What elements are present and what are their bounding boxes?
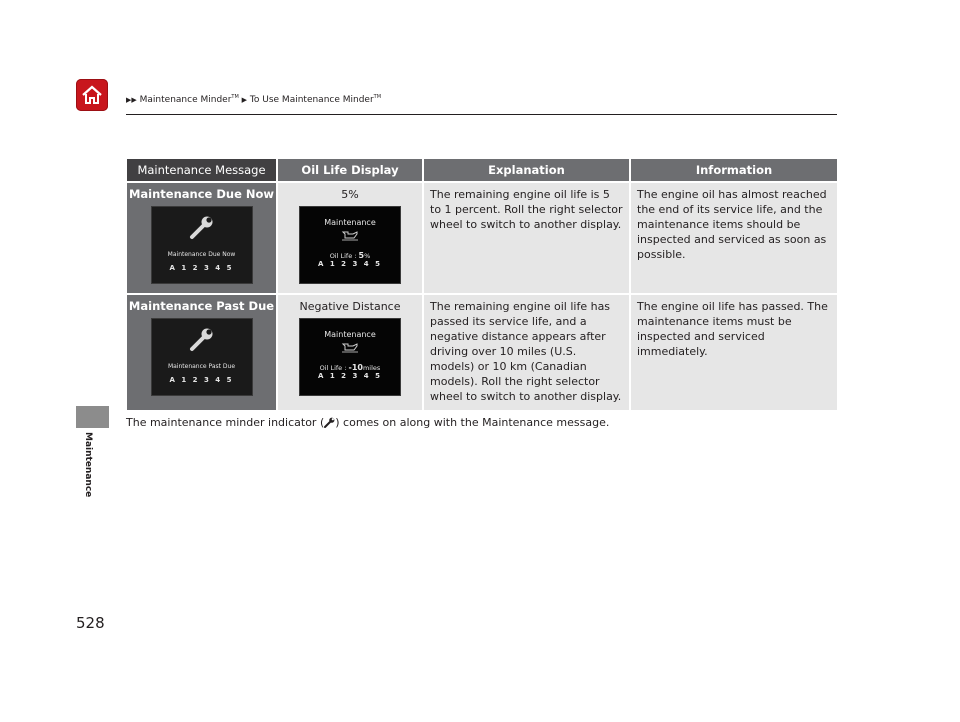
screen-title: Maintenance [324, 330, 376, 339]
table-row [127, 295, 837, 410]
oil-life-screen-image [299, 206, 401, 284]
maintenance-table [127, 157, 837, 412]
oil-can-icon [341, 229, 359, 241]
maintenance-code: A 1 2 3 4 5 [169, 264, 234, 272]
information-cell: The engine oil life has passed. The maintenance items must be inspected and serviced immediately. [629, 295, 837, 410]
home-icon[interactable] [76, 79, 108, 111]
maintenance-code: A 1 2 3 4 5 [318, 260, 382, 268]
column-header: Maintenance Message [127, 159, 276, 181]
table-row [127, 183, 837, 293]
header-rule [126, 114, 837, 115]
screen-label: Maintenance Due Now [167, 251, 236, 258]
page-number: 528 [76, 614, 105, 632]
explanation-cell: The remaining engine oil life has passed its service life, and a negative distance appears after driving over 10 miles (U.S. models) or 10 km (Canadian models). Roll the right selector wheel to switch to another display. [422, 295, 629, 410]
column-header: Explanation [422, 159, 629, 181]
column-header: Information [629, 159, 837, 181]
column-header: Oil Life Display [276, 159, 422, 181]
maintenance-code: A 1 2 3 4 5 [318, 372, 382, 380]
table-header-row [127, 159, 837, 181]
section-label: Maintenance [83, 432, 93, 498]
oil-can-icon [341, 341, 359, 353]
trademark: TM [231, 94, 239, 100]
display-text: 5% [341, 188, 359, 201]
information-cell: The engine oil has almost reached the end of its service life, and the maintenance items should be inspected and serviced as soon as possible. [629, 183, 837, 293]
oil-life-value: -10 [348, 363, 363, 372]
message-title: Maintenance Due Now [128, 187, 275, 201]
breadcrumb-arrow-icon: ▶ [241, 96, 248, 104]
maintenance-code: A 1 2 3 4 5 [169, 376, 234, 384]
oil-life-readout: Oil Life : -10miles [319, 363, 381, 372]
display-cell [276, 295, 422, 410]
oil-life-screen-image [299, 318, 401, 396]
footnote: The maintenance minder indicator ( ) comes on along with the Maintenance message. [126, 416, 610, 429]
screen-label: Maintenance Past Due [167, 363, 236, 370]
message-title: Maintenance Past Due [128, 299, 275, 313]
message-cell [127, 183, 276, 293]
message-cell [127, 295, 276, 410]
display-cell [276, 183, 422, 293]
explanation-cell: The remaining engine oil life is 5 to 1 percent. Roll the right selector wheel to switch to another display. [422, 183, 629, 293]
breadcrumb-item-maintenance-minder[interactable]: Maintenance Minder [139, 95, 232, 105]
breadcrumb-arrow-icon: ▶▶ [126, 96, 137, 104]
wrench-icon [188, 215, 216, 241]
oil-life-value: 5 [358, 251, 365, 260]
wrench-icon [324, 417, 335, 428]
display-text: Negative Distance [299, 300, 401, 313]
breadcrumb [126, 94, 381, 105]
breadcrumb-item-to-use[interactable]: To Use Maintenance Minder [249, 95, 374, 105]
trademark: TM [373, 94, 382, 100]
section-tab[interactable] [76, 406, 109, 428]
message-screen-image [151, 206, 253, 284]
wrench-icon [188, 327, 216, 353]
message-screen-image [151, 318, 253, 396]
screen-title: Maintenance [324, 218, 376, 227]
oil-life-readout: Oil Life : 5% [329, 251, 371, 260]
